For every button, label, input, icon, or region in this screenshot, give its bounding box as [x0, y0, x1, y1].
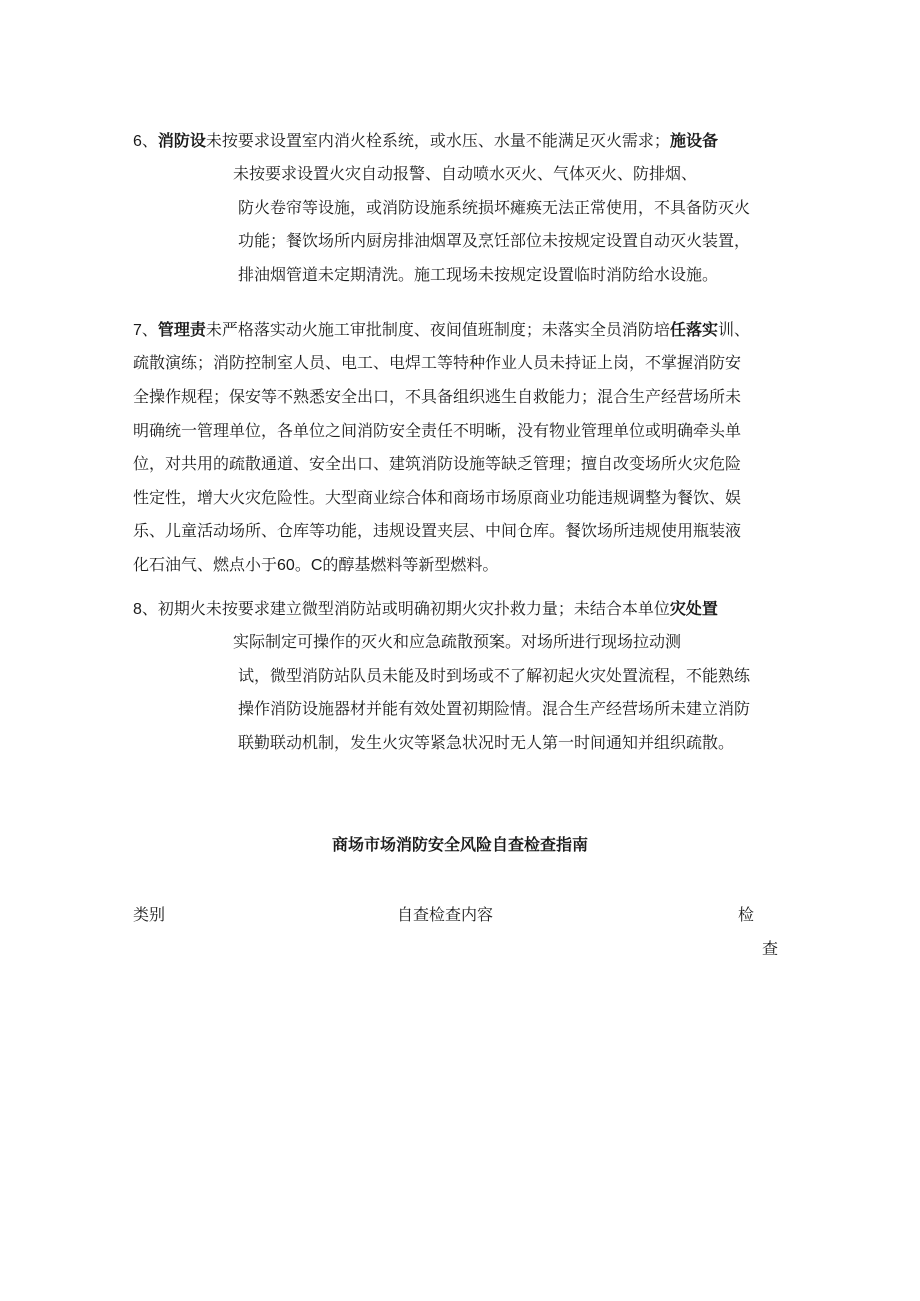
- section-8-line-2: 实际制定可操作的灭火和应急疏散预案。对场所进行现场拉动测: [233, 632, 682, 651]
- table-header-check-1: 检: [738, 905, 755, 924]
- section-6-heading-part-1: 消防设: [157, 131, 206, 150]
- section-8-line-4: 操作消防设施器材并能有效处置初期险情。混合生产经营场所未建立消防: [238, 699, 751, 718]
- section-7-number: 7、: [133, 322, 158, 339]
- section-7-line-5: 位，对共用的疏散通道、安全出口、建筑消防设施等缺乏管理；擅自改变场所火灾危险: [133, 454, 742, 473]
- section-8-line-1: [133, 598, 718, 620]
- section-7-line-8: [133, 554, 498, 576]
- section-7-line-4: 明确统一管理单位，各单位之间消防安全责任不明晰，没有物业管理单位或明确牵头单: [133, 421, 742, 440]
- section-7-line-2: 疏散演练；消防控制室人员、电工、电焊工等特种作业人员未持证上岗，不掌握消防安: [133, 353, 742, 372]
- section-6-number: 6、: [133, 133, 158, 150]
- guide-title: 商场市场消防安全风险自查检查指南: [331, 835, 588, 854]
- section-7-heading-part-2: 任落实: [669, 320, 718, 339]
- section-6-line-1: [133, 130, 718, 152]
- table-header-check-2: 查: [762, 939, 779, 958]
- section-6-line-4: 功能；餐饮场所内厨房排油烟罩及烹饪部位未按规定设置自动灭火装置，: [238, 231, 751, 250]
- table-header-category: 类别: [133, 905, 166, 924]
- section-8-heading-part: 灾处置: [669, 599, 718, 618]
- section-7-heading-part-1: 管理责: [157, 320, 206, 339]
- section-7-line-1: [133, 319, 750, 341]
- section-6-line-5: 排油烟管道未定期清洗。施工现场未按规定设置临时消防给水设施。: [238, 265, 719, 284]
- section-7-text-1b: 训、: [717, 320, 750, 339]
- section-7-line-7: 乐、儿童活动场所、仓库等功能，违规设置夹层、中间仓库。餐饮场所违规使用瓶装液: [133, 521, 742, 540]
- section-6-line-2: 未按要求设置火灾自动报警、自动喷水灭火、气体灭火、防排烟、: [233, 164, 698, 183]
- section-7-line-6: 性定性，增大火灾危险性。大型商业综合体和商场市场原商业功能违规调整为餐饮、娱: [133, 488, 742, 507]
- section-8-line-3: 试，微型消防站队员未能及时到场或不了解初起火灾处置流程，不能熟练: [238, 666, 751, 685]
- section-7-line-8-text-a: 化石油气、燃点小于: [133, 555, 278, 574]
- section-6-line-3: 防火卷帘等设施，或消防设施系统损坏瘫痪无法正常使用，不具备防灭火: [238, 198, 751, 217]
- section-6-text-1: 未按要求设置室内消火栓系统，或水压、水量不能满足灭火需求；: [205, 131, 670, 150]
- section-7-line-8-text-b: 的醇基燃料等新型燃料。: [322, 555, 499, 574]
- section-8-line-5: 联勤联动机制，发生火灾等紧急状况时无人第一时间通知并组织疏散。: [238, 733, 735, 752]
- section-7-text-1: 未严格落实动火施工审批制度、夜间值班制度；未落实全员消防培: [205, 320, 670, 339]
- section-7-line-3: 全操作规程；保安等不熟悉安全出口，不具备组织逃生自救能力；混合生产经营场所未: [133, 387, 742, 406]
- table-header-content: 自查检查内容: [397, 905, 494, 924]
- section-6-heading-part-2: 施设备: [669, 131, 718, 150]
- section-8-text-1: 初期火未按要求建立微型消防站或明确初期火灾扑救力量；未结合本单位: [157, 599, 670, 618]
- section-8-number: 8、: [133, 601, 158, 618]
- section-7-line-8-number: 60。C: [277, 557, 323, 574]
